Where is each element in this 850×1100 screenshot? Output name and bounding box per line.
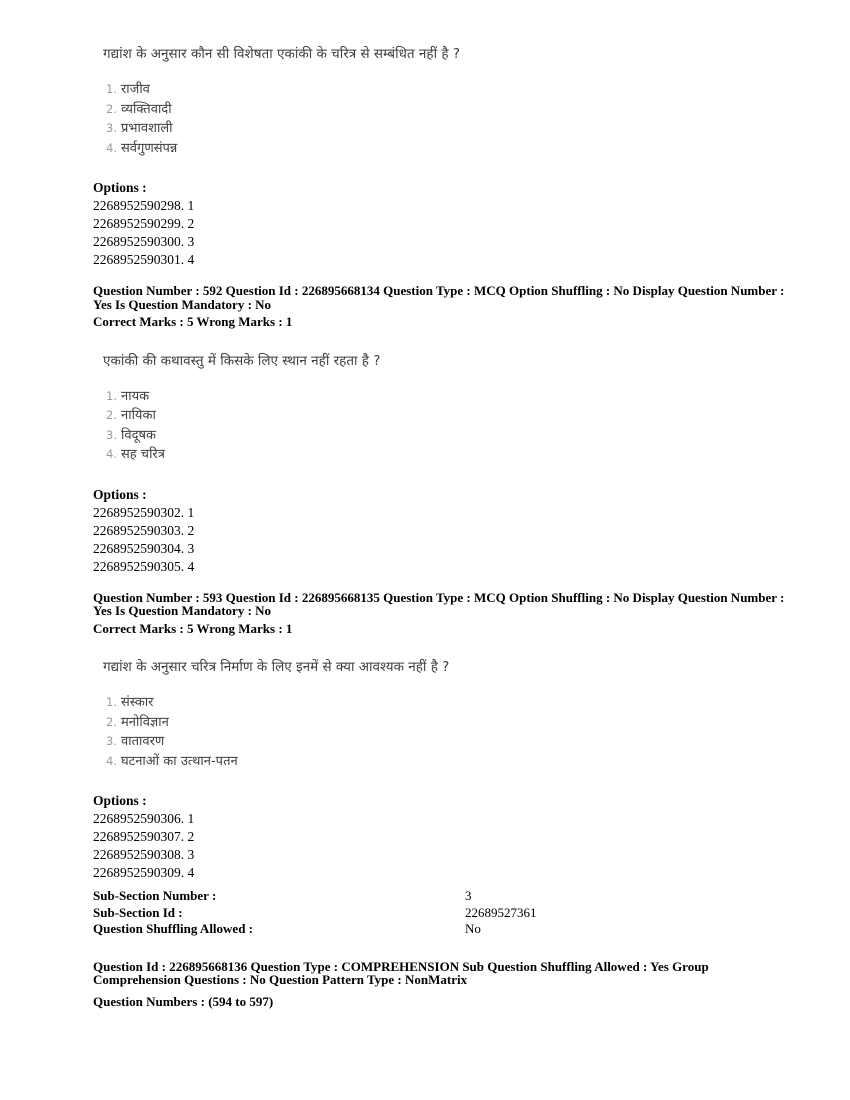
option-id-list	[93, 810, 792, 882]
choice-number: 3.	[106, 427, 117, 442]
options-label: Options :	[93, 486, 147, 502]
choice-text: व्यक्तिवादी	[120, 101, 172, 117]
question-shuffling-label: Question Shuffling Allowed :	[93, 921, 254, 936]
sub-section-number-value: 3	[465, 888, 472, 903]
sub-section-row	[93, 888, 792, 905]
option-id-list	[93, 504, 792, 576]
option-id: 2268952590301. 4	[93, 252, 195, 267]
question-shuffling-value: No	[465, 921, 481, 936]
question-592-metadata	[93, 284, 792, 329]
choice-number: 4.	[106, 753, 117, 768]
choice-number: 4.	[106, 140, 117, 155]
marks-line: Correct Marks : 5 Wrong Marks : 1	[93, 314, 293, 329]
choice-text: राजीव	[120, 82, 150, 97]
choice-item	[106, 426, 792, 446]
choice-text: संस्कार	[120, 695, 154, 710]
sub-section-info	[93, 888, 792, 938]
choice-item	[106, 713, 792, 733]
choice-text: मनोविज्ञान	[120, 714, 169, 730]
option-id: 2268952590298. 1	[93, 198, 195, 213]
choice-item	[106, 445, 792, 465]
choice-number: 2.	[106, 101, 117, 116]
question-meta-line: Question Number : 593 Question Id : 226895668135 Question Type : MCQ Option Shuffling : No Display Question Number : Yes Is Question Mandatory : No	[93, 589, 785, 618]
choice-item	[106, 139, 792, 159]
option-id-list	[93, 197, 792, 269]
option-id: 2268952590302. 1	[93, 504, 195, 520]
choice-item	[106, 693, 792, 713]
option-id: 2268952590306. 1	[93, 811, 195, 826]
choice-text: वातावरण	[120, 734, 165, 749]
choice-text: विदूषक	[120, 427, 156, 443]
comprehension-meta-line: Question Id : 226895668136 Question Type : COMPREHENSION Sub Question Shuffling Allowed : Yes Group Comprehension Questions : No Question Pattern Type : NonMatrix	[93, 958, 709, 987]
option-id: 2268952590300. 3	[93, 234, 195, 249]
sub-section-row	[93, 921, 792, 938]
option-id: 2268952590299. 2	[93, 216, 195, 231]
choice-text: प्रभावशाली	[120, 121, 173, 136]
choice-item	[106, 387, 792, 407]
question-body-2	[93, 353, 792, 576]
sub-section-number-label: Sub-Section Number :	[93, 888, 217, 903]
choice-item	[106, 100, 792, 120]
choice-item	[106, 752, 792, 772]
choice-number: 2.	[106, 408, 117, 422]
question-text: गद्यांश के अनुसार चरित्र निर्माण के लिए इनमें से क्या आवश्यक नहीं है ?	[103, 659, 450, 675]
options-label: Options :	[93, 793, 147, 808]
options-label: Options :	[93, 180, 147, 195]
option-id: 2268952590307. 2	[93, 829, 195, 844]
marks-line: Correct Marks : 5 Wrong Marks : 1	[93, 620, 293, 636]
choice-text: नायिका	[120, 408, 156, 423]
question-meta-line: Question Number : 592 Question Id : 226895668134 Question Type : MCQ Option Shuffling : No Display Question Number : Yes Is Question Mandatory : No	[93, 283, 785, 312]
option-id: 2268952590304. 3	[93, 540, 195, 556]
question-body-1	[93, 46, 792, 269]
choice-item	[106, 80, 792, 100]
choice-text: सह चरित्र	[120, 447, 165, 462]
comprehension-question-numbers: Question Numbers : (594 to 597)	[93, 993, 274, 1009]
sub-section-id-label: Sub-Section Id :	[93, 904, 183, 920]
question-text: गद्यांश के अनुसार कौन सी विशेषता एकांकी के चरित्र से सम्बंधित नहीं है ?	[103, 46, 460, 62]
choice-text: नायक	[120, 388, 150, 404]
question-593-metadata	[93, 591, 792, 636]
option-id: 2268952590305. 4	[93, 558, 195, 574]
choice-text: सर्वगुणसंपन्न	[120, 140, 178, 156]
option-id: 2268952590303. 2	[93, 522, 195, 538]
choice-number: 1.	[106, 695, 117, 709]
sub-section-row	[93, 905, 792, 922]
choice-list	[106, 387, 792, 465]
choice-number: 3.	[106, 121, 117, 135]
option-id: 2268952590309. 4	[93, 865, 195, 880]
choice-number: 3.	[106, 734, 117, 748]
choice-number: 2.	[106, 714, 117, 729]
sub-section-id-value: 22689527361	[465, 904, 537, 920]
option-id: 2268952590308. 3	[93, 847, 195, 862]
question-body-3	[93, 659, 792, 882]
choice-item	[106, 119, 792, 139]
choice-number: 1.	[106, 82, 117, 96]
choice-item	[106, 406, 792, 426]
choice-number: 4.	[106, 447, 117, 461]
choice-text: घटनाओं का उत्थान-पतन	[120, 753, 238, 769]
choice-list	[106, 80, 792, 158]
question-text: एकांकी की कथावस्तु में किसके लिए स्थान नहीं रहता है ?	[103, 352, 381, 369]
choice-item	[106, 732, 792, 752]
choice-list	[106, 693, 792, 771]
choice-number: 1.	[106, 388, 117, 403]
comprehension-group-metadata	[93, 960, 792, 1009]
